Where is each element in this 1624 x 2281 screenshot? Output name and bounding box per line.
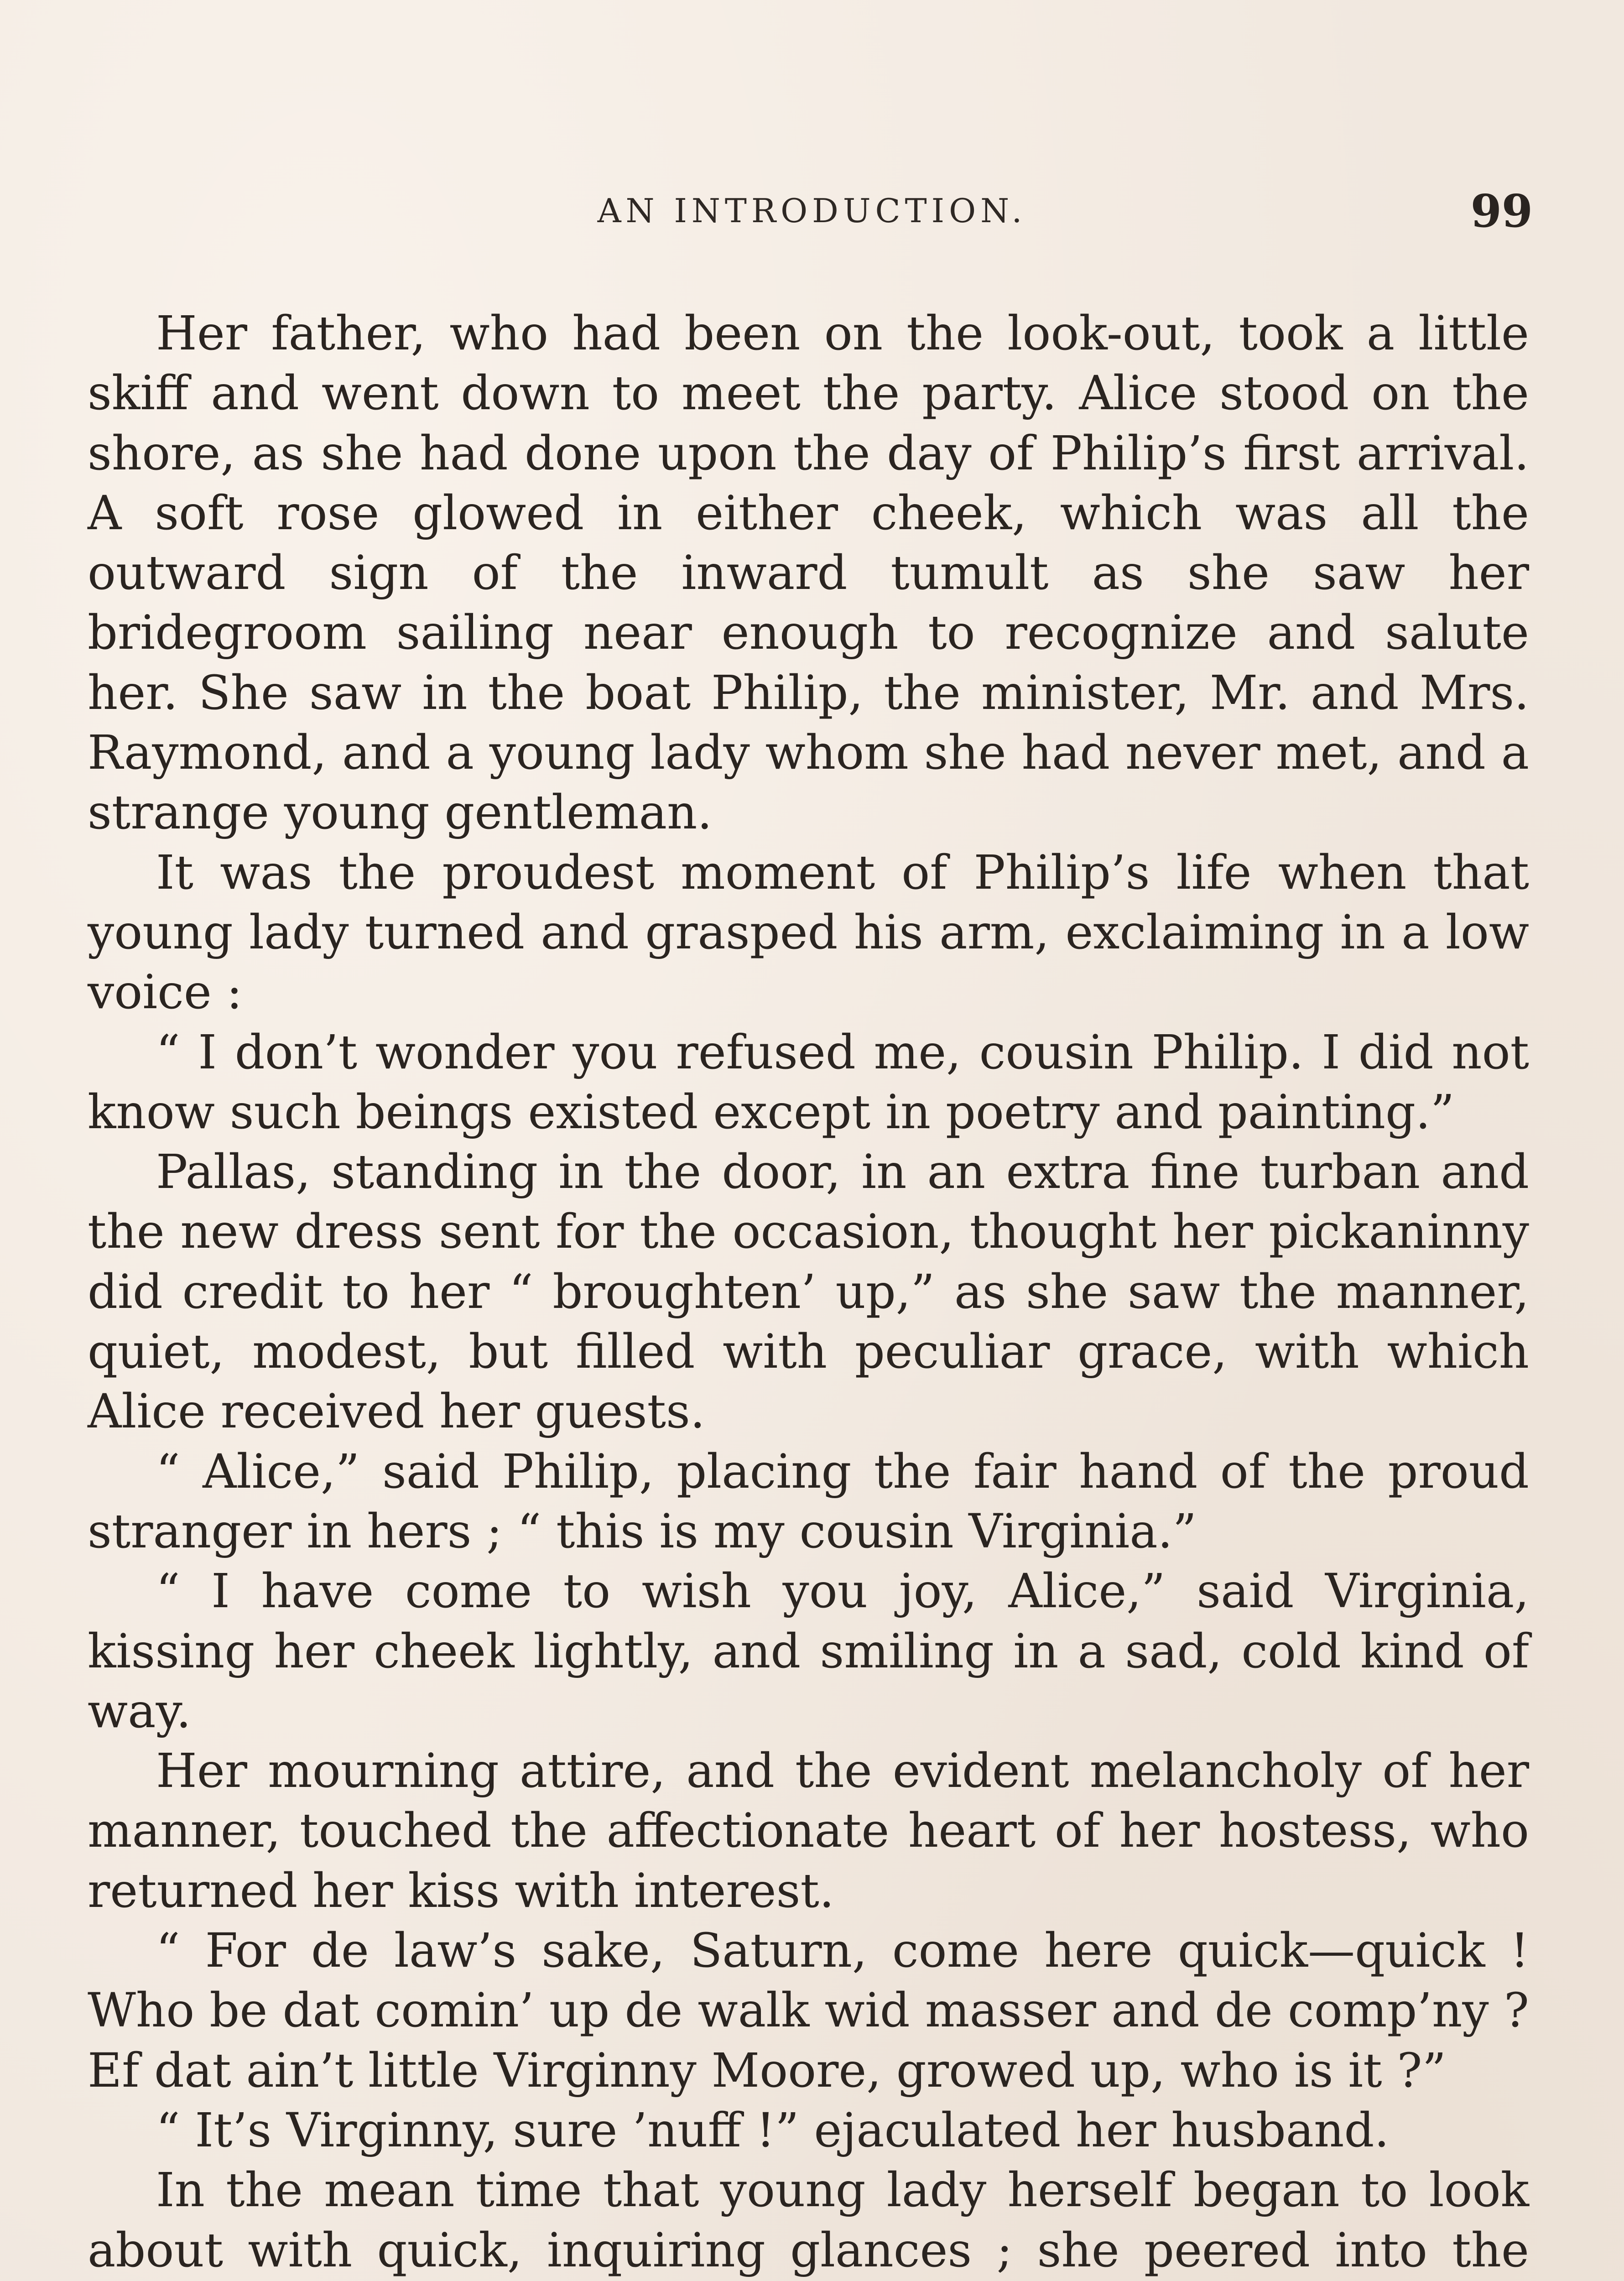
paragraph: Pallas, standing in the door, in an extra fine turban and the new dress sent for the occasion, thought her pickaninny did credit to her “ broughten’ up,” as she saw the manner, quiet, modest, but filled with peculiar grace, with which Alice received her guests. [88,1145,1529,1439]
paragraph: “ Alice,” said Philip, placing the fair hand of the proud stranger in hers ; “ this is my cousin Virginia.” [88,1444,1529,1559]
paragraph: “ I have come to wish you joy, Alice,” said Virginia, kissing her cheek lightly, and smiling in a sad, cold kind of way. [88,1564,1529,1739]
running-head [91,185,1533,246]
page-number: 99 [1470,185,1533,238]
chapter-title: AN INTRODUCTION. [597,192,1027,230]
paragraph: “ It’s Virginny, sure ’nuff !” ejaculated her husband. [156,2103,1390,2158]
paragraph: “ For de law’s sake, Saturn, come here quick—quick ! Who be dat comin’ up de walk wid masser and de comp’ny ? Ef dat ain’t little Virginny Moore, growed up, who is it ?” [88,1923,1529,2098]
paragraph: In the mean time that young lady herself began to look about with quick, inquiring glances ; she peered into the [88,2163,1529,2278]
paragraph: It was the proudest moment of Philip’s life when that young lady turned and grasped his arm, exclaiming in a low voice : [88,845,1529,1020]
paragraph: “ I don’t wonder you refused me, cousin Philip. I did not know such beings existed except in poetry and painting.” [88,1025,1529,1140]
body-text [88,304,1529,2281]
paragraph: Her mourning attire, and the evident melancholy of her manner, touched the affectionate heart of her hostess, who returned her kiss with interest. [88,1744,1529,1918]
paragraph: Her father, who had been on the look-out, took a little skiff and went down to meet the party. Alice stood on the shore, as she had done upon the day of Philip’s first arrival. A soft rose glowed in either cheek, which was all the outward sign of the inward tumult as she saw her bridegroom sailing near enough to recognize and salute her. She saw in the boat Philip, the minister, Mr. and Mrs. Raymond, and a young lady whom she had never met, and a strange young gentleman. [88,306,1529,840]
